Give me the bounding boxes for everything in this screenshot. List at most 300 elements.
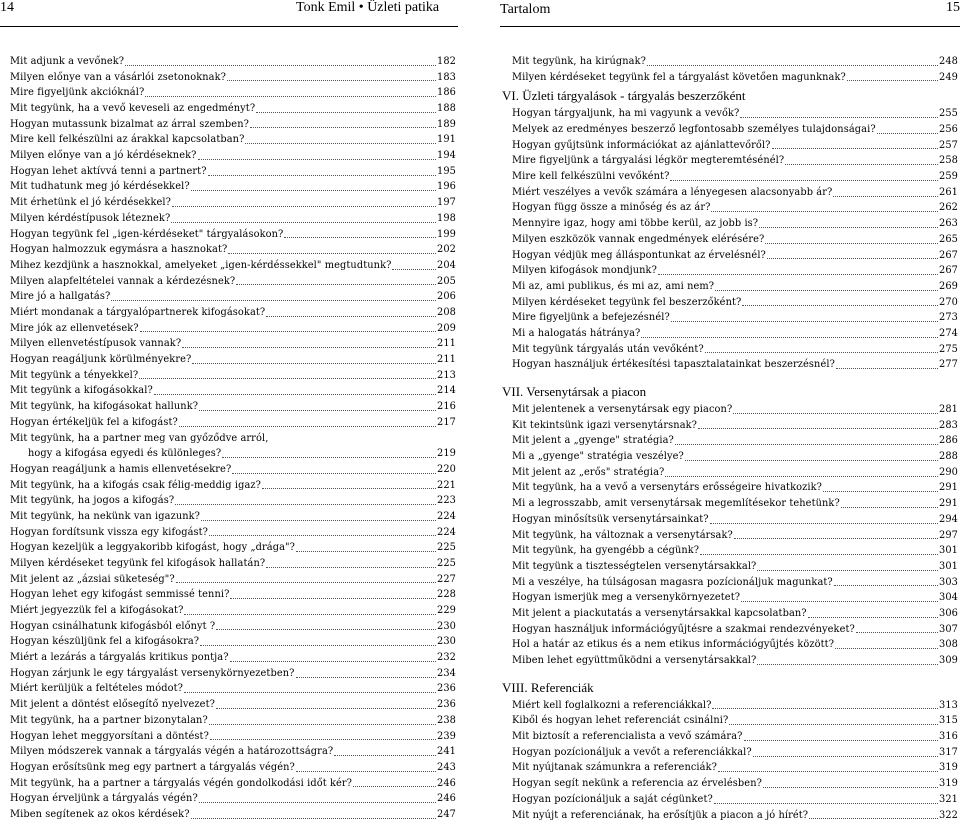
toc-entry-title: Milyen alapfeltételei vannak a kérdezésnek? (10, 275, 236, 287)
toc-entry[interactable] (10, 634, 456, 650)
leader-dots (772, 148, 938, 149)
toc-entry[interactable] (10, 258, 456, 274)
toc-entry-page: 258 (939, 155, 958, 167)
leader-dots (145, 96, 436, 97)
leader-dots (216, 629, 436, 630)
toc-entry-title: Milyen kérdéseket tegyünk fel kifogások hallatán? (10, 557, 266, 569)
leader-dots (759, 227, 938, 228)
toc-entry[interactable] (502, 698, 958, 714)
leader-dots (877, 133, 938, 134)
toc-entry[interactable] (502, 357, 958, 373)
toc-entry-page: 291 (939, 482, 958, 494)
toc-entry[interactable] (502, 263, 958, 279)
chapter-heading-7: VII. Versenytársak a piacon (502, 384, 647, 400)
toc-entry-title: Mit tegyünk, ha jogos a kifogás? (10, 495, 175, 507)
toc-entry-page: 321 (939, 793, 958, 805)
toc-entry-title: Hogyan lehet aktívvá tenni a partnert? (10, 165, 207, 177)
toc-entry[interactable] (502, 106, 958, 122)
toc-entry-title: Hogyan készüljünk fel a kifogásokra? (10, 636, 200, 648)
toc-entry-title: Hogyan érveljünk a tárgyalás végén? (10, 793, 198, 805)
toc-entry-page: 195 (437, 165, 456, 177)
toc-entry[interactable] (502, 433, 958, 449)
toc-entry-page: 211 (437, 354, 456, 366)
toc-entry-title: Hogyan mutassunk bizalmat az árral szemben? (10, 118, 249, 130)
chapter-heading-8: VIII. Referenciák (502, 679, 594, 695)
toc-entry[interactable] (10, 619, 456, 635)
leader-dots (182, 347, 436, 348)
toc-entry-title: Mire figyeljünk akcióknál? (10, 87, 145, 99)
toc-entry[interactable] (502, 201, 958, 217)
leader-dots (705, 352, 938, 353)
toc-entry[interactable] (10, 572, 456, 588)
toc-entry-title: Mennyire igaz, hogy ami többe kerül, az jobb is? (512, 218, 759, 230)
toc-entry-page: 274 (939, 327, 958, 339)
toc-entry[interactable] (502, 729, 958, 745)
toc-entry[interactable] (10, 744, 456, 760)
toc-entry[interactable] (10, 352, 456, 368)
chapter-heading-6: VI. Üzleti tárgyalások - tárgyalás beszerzőként (502, 88, 746, 104)
toc-entry[interactable] (502, 606, 958, 622)
toc-entry[interactable] (10, 760, 456, 776)
toc-entry[interactable] (502, 54, 958, 70)
leader-dots (715, 290, 938, 291)
toc-entry[interactable] (502, 70, 958, 86)
toc-entry[interactable] (502, 512, 958, 528)
toc-entry-page: 288 (939, 451, 958, 463)
toc-entry-page: 194 (437, 150, 456, 162)
toc-entry-page: 227 (437, 573, 456, 585)
leader-dots (208, 175, 436, 176)
toc-entry[interactable] (502, 792, 958, 808)
toc-entry-page: 281 (939, 404, 958, 416)
toc-entry[interactable] (10, 682, 456, 698)
toc-entry[interactable] (502, 248, 958, 264)
toc-entry-title: Hogyan védjük meg álláspontunkat az érvelésnél? (512, 249, 766, 261)
toc-entry-title: Mire figyeljünk a tárgyalási légkör megteremtésénél? (512, 155, 785, 167)
leader-dots (785, 164, 938, 165)
toc-entry-title: Miben lehet együttműködni a versenytársakkal? (512, 655, 757, 667)
toc-entry-page: 265 (939, 233, 958, 245)
leader-dots (757, 664, 938, 665)
toc-entry[interactable] (10, 399, 456, 415)
toc-entry-title: Hogyan gyűjtsünk információkat az ajánlattevőről? (512, 139, 771, 151)
toc-entry-page: 248 (939, 55, 958, 67)
leader-dots (210, 739, 436, 740)
toc-entry-page: 257 (939, 139, 958, 151)
leader-dots (712, 708, 938, 709)
toc-entry[interactable] (502, 713, 958, 729)
toc-entry[interactable] (10, 85, 456, 101)
toc-entry-page: 198 (437, 212, 456, 224)
toc-entry[interactable] (10, 713, 456, 729)
toc-entry[interactable] (10, 117, 456, 133)
toc-entry-page: 261 (939, 186, 958, 198)
leader-dots (729, 724, 938, 725)
toc-entry-page: 246 (437, 793, 456, 805)
toc-entry-title: Mit tegyünk, ha kifogásokat hallunk? (10, 401, 199, 413)
toc-entry[interactable] (502, 481, 958, 497)
toc-entry-page: 294 (939, 513, 958, 525)
toc-entry-title: Hol a határ az etikus és a nem etikus információgyűjtés között? (512, 639, 835, 651)
toc-entry[interactable] (10, 274, 456, 290)
leader-dots (823, 491, 938, 492)
toc-entry-page: 306 (939, 607, 958, 619)
leader-dots (833, 196, 938, 197)
toc-entry-page: 183 (437, 71, 456, 83)
toc-entry[interactable] (502, 326, 958, 342)
toc-entry[interactable] (10, 368, 456, 384)
toc-entry-page: 301 (939, 545, 958, 557)
toc-entry-page: 206 (437, 291, 456, 303)
toc-entry-title: Mit jelent a „gyenge" stratégia? (512, 435, 674, 447)
leader-dots (757, 570, 938, 571)
toc-entry-page: 220 (437, 463, 456, 475)
leader-dots (808, 617, 938, 618)
header-rule-left (0, 26, 458, 27)
leader-dots (232, 473, 436, 474)
toc-entry-page: 191 (437, 134, 456, 146)
toc-entry-page: 225 (437, 542, 456, 554)
toc-entry-title: Mit jelent az „ázsiai süketeség"? (10, 573, 175, 585)
leader-dots (741, 601, 938, 602)
toc-entry[interactable] (502, 653, 958, 669)
leader-dots (236, 284, 436, 285)
toc-entry-page: 309 (939, 655, 958, 667)
toc-entry-page: 230 (437, 620, 456, 632)
toc-entry[interactable] (10, 415, 456, 431)
leader-dots (176, 582, 436, 583)
leader-dots (334, 755, 436, 756)
toc-entry-page: 308 (939, 639, 958, 651)
toc-entry-page: 269 (939, 280, 958, 292)
toc-entry[interactable] (10, 211, 456, 227)
toc-entry[interactable] (10, 462, 456, 478)
toc-entry[interactable] (502, 232, 958, 248)
toc-entry-page: 214 (437, 385, 456, 397)
leader-dots (733, 413, 938, 414)
leader-dots (191, 190, 436, 191)
toc-entry-title: Kiből és hogyan lehet referenciát csinálni? (512, 715, 729, 727)
toc-entry-page: 202 (437, 244, 456, 256)
toc-entry[interactable] (10, 603, 456, 619)
toc-entry[interactable] (10, 697, 456, 713)
toc-entry-page: 241 (437, 746, 456, 758)
toc-entry-title: Hogyan erősítsünk meg egy partnert a tárgyalás végén? (10, 761, 295, 773)
toc-entry-title: Miért kerüljük a feltételes módot? (10, 683, 183, 695)
toc-entry-title: Miért veszélyes a vevők számára a lényegesen alacsonyabb ár? (512, 186, 833, 198)
toc-entry[interactable] (502, 342, 958, 358)
toc-entry-title: Hogyan pozícionáljuk a vevőt a referenciákkal? (512, 746, 752, 758)
toc-entry-page: 270 (939, 296, 958, 308)
toc-entry-page: 301 (939, 560, 958, 572)
toc-entry[interactable] (10, 180, 456, 196)
toc-entry-title: Mit tegyünk, ha a vevő keveseli az engedményt? (10, 103, 256, 115)
leader-dots (665, 476, 938, 477)
toc-entry-page: 216 (437, 401, 456, 413)
toc-entry[interactable] (10, 525, 456, 541)
leader-dots (199, 802, 436, 803)
toc-entry-title-line2: hogy a kifogása egyedi és különleges? (28, 448, 222, 460)
toc-entry-title: Miért a lezárás a tárgyalás kritikus pontja? (10, 652, 229, 664)
leader-dots (718, 771, 938, 772)
leader-dots (856, 632, 938, 633)
toc-entry[interactable] (502, 122, 958, 138)
toc-entry[interactable] (502, 496, 958, 512)
toc-entry[interactable] (10, 540, 456, 556)
toc-entry[interactable] (502, 449, 958, 465)
leader-dots (835, 648, 938, 649)
toc-entry[interactable] (10, 383, 456, 399)
leader-dots (175, 504, 436, 505)
toc-entry-title: Mit tegyünk, ha a kifogás csak félig-meddig igaz? (10, 479, 261, 491)
toc-entry-title: Mit tegyünk, ha nekünk van igazunk? (10, 510, 201, 522)
toc-entry[interactable] (502, 138, 958, 154)
toc-entry-title: Miért kell foglalkozni a referenciákkal? (512, 699, 712, 711)
leader-dots (184, 614, 436, 615)
toc-entry-title: Mit tegyünk, ha a partner bizonytalan? (10, 714, 208, 726)
header-rule-right (500, 26, 960, 27)
toc-entry-title: Mit tegyünk a tisztességtelen versenytársakkal? (512, 560, 757, 572)
toc-entry-title: Hogyan segít nekünk a referencia az érvelésben? (512, 778, 762, 790)
book-title: Tonk Emil • Üzleti patika (296, 0, 440, 15)
toc-entry-page: 239 (437, 730, 456, 742)
toc-entry[interactable] (502, 575, 958, 591)
toc-entry[interactable] (502, 295, 958, 311)
toc-entry[interactable] (502, 776, 958, 792)
toc-entry-page: 262 (939, 202, 958, 214)
toc-entry[interactable] (502, 745, 958, 761)
toc-entry[interactable] (10, 650, 456, 666)
page-number-left: 14 (0, 0, 14, 15)
toc-entry[interactable] (502, 808, 958, 823)
toc-entry-title: Mit nyújtanak számunkra a referenciák? (512, 762, 717, 774)
toc-entry-title: Mit tegyünk tárgyalás után vevőként? (512, 343, 704, 355)
leader-dots (216, 708, 436, 709)
toc-entry[interactable] (10, 336, 456, 352)
toc-entry-title: Milyen eszközök vannak engedmények elérésére? (512, 233, 765, 245)
toc-entry[interactable] (10, 289, 456, 305)
leader-dots (765, 243, 938, 244)
toc-entry-page: 204 (437, 259, 456, 271)
toc-entry-page: 217 (437, 416, 456, 428)
toc-entry-multiline[interactable] (10, 431, 456, 462)
toc-entry-page: 197 (437, 197, 456, 209)
leader-dots (734, 538, 938, 539)
toc-entry-page: 283 (939, 419, 958, 431)
toc-entry[interactable] (502, 622, 958, 638)
toc-entry[interactable] (10, 791, 456, 807)
leader-dots (230, 598, 436, 599)
toc-entry[interactable] (502, 169, 958, 185)
toc-entry-page: 307 (939, 623, 958, 635)
toc-entry[interactable] (10, 776, 456, 792)
toc-entry-title: Hogyan használjuk értékesítési tapasztalatainkat beszerzésnél? (512, 359, 835, 371)
leader-dots (392, 269, 436, 270)
toc-entry-title: Mit tegyünk, ha kirúgnak? (512, 55, 646, 67)
toc-entry[interactable] (10, 70, 456, 86)
toc-entry-title: Mit adjunk a vevőnek? (10, 55, 125, 67)
toc-entry[interactable] (502, 528, 958, 544)
toc-entry[interactable] (10, 242, 456, 258)
leader-dots (172, 206, 436, 207)
toc-entry-page: 247 (437, 808, 456, 820)
toc-entry-title: Hogyan tárgyaljunk, ha mi vagyunk a vevők? (512, 108, 740, 120)
toc-entry-page: 255 (939, 108, 958, 120)
leader-dots (698, 428, 938, 429)
leader-dots (191, 818, 436, 819)
toc-entry-title: Mi a legrosszabb, amit versenytársak megemlítésekor tehetünk? (512, 498, 840, 510)
toc-entry-page: 225 (437, 557, 456, 569)
leader-dots (171, 222, 436, 223)
toc-right-column (502, 54, 958, 823)
leader-dots (209, 535, 436, 536)
toc-entry[interactable] (10, 321, 456, 337)
toc-entry-page: 236 (437, 683, 456, 695)
toc-entry-title: Milyen kérdéseket tegyünk fel beszerzőként? (512, 296, 742, 308)
toc-entry-title: Mit tudhatunk meg jó kérdésekkel? (10, 181, 190, 193)
toc-entry-page: 249 (939, 71, 958, 83)
toc-entry-title: Miben segítenek az okos kérdések? (10, 808, 190, 820)
toc-entry[interactable] (502, 761, 958, 777)
toc-entry[interactable] (10, 556, 456, 572)
toc-entry-page: 221 (437, 479, 456, 491)
toc-entry[interactable] (502, 559, 958, 575)
toc-entry[interactable] (502, 279, 958, 295)
toc-entry-title: Mire jó a hallgatás? (10, 291, 111, 303)
toc-entry[interactable] (502, 185, 958, 201)
toc-entry-page: 291 (939, 498, 958, 510)
toc-entry[interactable] (10, 54, 456, 70)
section-title: Tartalom (500, 2, 551, 17)
toc-entry-page: 199 (437, 228, 456, 240)
leader-dots (647, 65, 938, 66)
toc-entry-page: 234 (437, 667, 456, 679)
toc-entry-title: Mire jók az ellenvetések? (10, 322, 139, 334)
toc-entry[interactable] (502, 543, 958, 559)
leader-dots (111, 300, 436, 301)
toc-entry-title: Hogyan reagáljunk a hamis ellenvetésekre? (10, 463, 232, 475)
leader-dots (740, 117, 938, 118)
toc-entry-page: 317 (939, 746, 958, 758)
toc-entry-title: Mit jelentenek a versenytársak egy piacon? (512, 404, 733, 416)
toc-entry[interactable] (502, 418, 958, 434)
leader-dots (711, 211, 938, 212)
toc-entry[interactable] (10, 132, 456, 148)
leader-dots (847, 80, 938, 81)
toc-entry-title: Mit tegyünk, ha gyengébb a cégünk? (512, 545, 700, 557)
toc-entry[interactable] (10, 807, 456, 823)
toc-entry-page: 286 (939, 435, 958, 447)
leader-dots (139, 378, 436, 379)
leader-dots (658, 274, 938, 275)
toc-entry-title-line1: Mit tegyünk, ha a partner meg van győződve arról, (10, 432, 269, 444)
leader-dots (228, 253, 436, 254)
toc-entry-title: Mire figyeljünk a befejezésnél? (512, 312, 670, 324)
toc-entry[interactable] (10, 305, 456, 321)
toc-entry-page: 267 (939, 249, 958, 261)
toc-entry[interactable] (10, 666, 456, 682)
toc-entry-page: 229 (437, 605, 456, 617)
leader-dots (227, 80, 436, 81)
leader-dots (184, 692, 436, 693)
toc-entry[interactable] (10, 478, 456, 494)
leader-dots (199, 410, 436, 411)
toc-entry-title: Hogyan tegyünk fel „igen-kérdéseket" tárgyalásokon? (10, 228, 284, 240)
toc-entry-page: 219 (437, 448, 456, 460)
toc-entry-page: 303 (939, 576, 958, 588)
toc-entry-page: 238 (437, 714, 456, 726)
toc-entry-title: Milyen ellenvetéstípusok vannak? (10, 338, 182, 350)
toc-entry-title: Mit tegyünk, ha a partner a tárgyalás végén gondolkodási időt kér? (10, 777, 353, 789)
toc-entry[interactable] (502, 402, 958, 418)
toc-entry[interactable] (502, 153, 958, 169)
toc-entry-title: Mire kell felkészülni az árakkal kapcsolatban? (10, 134, 245, 146)
toc-entry-page: 304 (939, 592, 958, 604)
leader-dots (200, 645, 436, 646)
toc-entry-page: 224 (437, 526, 456, 538)
toc-entry[interactable] (10, 493, 456, 509)
toc-entry[interactable] (10, 729, 456, 745)
toc-entry[interactable] (10, 101, 456, 117)
toc-entry-page: 267 (939, 265, 958, 277)
toc-entry-page: 228 (437, 589, 456, 601)
toc-entry[interactable] (10, 509, 456, 525)
toc-entry[interactable] (502, 216, 958, 232)
toc-entry-title: Mi a veszélye, ha túlságosan magasra pozícionáljuk magunkat? (512, 576, 833, 588)
toc-entry[interactable] (502, 637, 958, 653)
toc-entry-page: 273 (939, 312, 958, 324)
toc-entry[interactable] (10, 195, 456, 211)
page-number-right: 15 (946, 0, 960, 15)
toc-entry[interactable] (10, 148, 456, 164)
toc-entry-page: 189 (437, 118, 456, 130)
toc-entry-title: Hogyan lehet meggyorsítani a döntést? (10, 730, 209, 742)
leader-dots (700, 554, 938, 555)
toc-entry[interactable] (502, 465, 958, 481)
leader-dots (262, 488, 436, 489)
leader-dots (296, 551, 436, 552)
toc-entry[interactable] (502, 310, 958, 326)
leader-dots (296, 677, 436, 678)
leader-dots (836, 368, 938, 369)
toc-entry-title: Melyek az eredményes beszerző legfontosabb személyes tulajdonságai? (512, 124, 876, 136)
toc-entry-title: Mit tegyünk a tényekkel? (10, 369, 139, 381)
toc-entry-title: Mit tegyünk a kifogásokkal? (10, 385, 153, 397)
leader-dots (154, 394, 436, 395)
leader-dots (671, 321, 938, 322)
toc-entry-title: Milyen módszerek vannak a tárgyalás végén a határozottságra? (10, 746, 334, 758)
toc-left-column (10, 54, 456, 823)
toc-entry-page: 236 (437, 699, 456, 711)
toc-entry-page: 224 (437, 510, 456, 522)
leader-dots (753, 756, 938, 757)
toc-entry-title: Hogyan zárjunk le egy tárgyalást versenykörnyezetben? (10, 667, 295, 679)
toc-entry[interactable] (10, 587, 456, 603)
toc-entry-title: Mit nyújt a referenciának, ha erősítjük a piacon a jó hírét? (512, 809, 809, 821)
leader-dots (245, 143, 436, 144)
toc-entry-page: 319 (939, 778, 958, 790)
leader-dots (809, 818, 938, 819)
toc-entry[interactable] (502, 590, 958, 606)
leader-dots (675, 444, 938, 445)
leader-dots (763, 787, 938, 788)
toc-entry[interactable] (10, 227, 456, 243)
toc-entry-page: 316 (939, 731, 958, 743)
toc-entry-page: 223 (437, 495, 456, 507)
toc-entry-title: Hogyan pozícionáljuk a saját cégünket? (512, 793, 713, 805)
toc-entry-title: Mit jelent az „erős" stratégia? (512, 466, 665, 478)
toc-entry[interactable] (10, 164, 456, 180)
